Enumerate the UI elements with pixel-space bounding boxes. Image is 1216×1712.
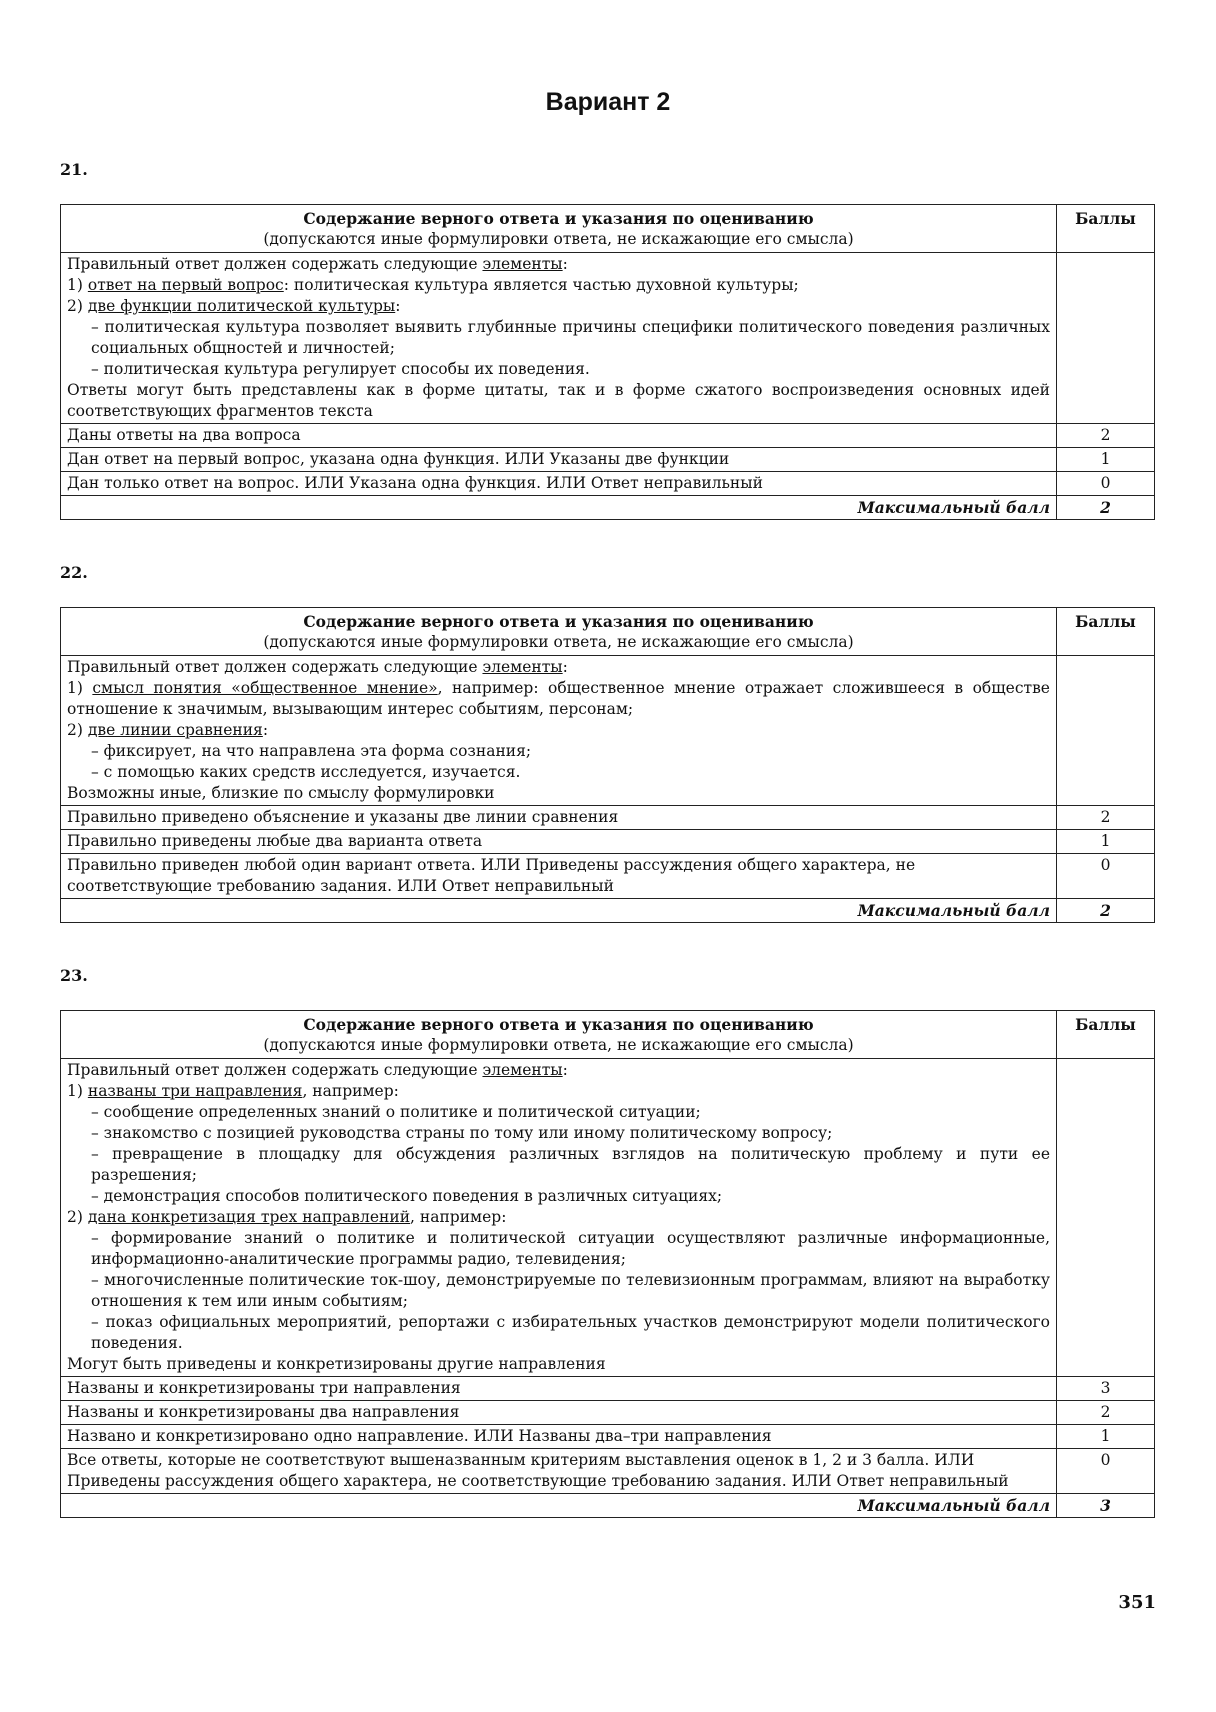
question-number-22: 22. — [60, 563, 88, 582]
content-header-subtitle: (допускаются иные формулировки ответа, не искажающие его смысла) — [263, 633, 854, 651]
list-item: – фиксирует, на что направлена эта форма сознания; — [91, 742, 532, 760]
content-header-subtitle: (допускаются иные формулировки ответа, не искажающие его смысла) — [263, 1036, 854, 1054]
max-score-label: Максимальный балл — [61, 1494, 1057, 1518]
table-row — [61, 1449, 1155, 1494]
grading-table-21 — [60, 204, 1155, 520]
max-score-label: Максимальный балл — [61, 899, 1057, 923]
element-1-heading: ответ на первый вопрос — [87, 276, 284, 294]
element-2-heading: дана конкретизация трех направлений — [87, 1208, 411, 1226]
score-header: Баллы — [1057, 205, 1155, 253]
criterion-score: 2 — [1057, 1401, 1155, 1425]
criterion-text: Названы и конкретизированы три направления — [61, 1377, 1057, 1401]
score-header: Баллы — [1057, 1011, 1155, 1059]
content-header — [61, 608, 1057, 656]
criterion-text: Названо и конкретизировано одно направление. ИЛИ Названы два–три направления — [61, 1425, 1057, 1449]
list-item: – сообщение определенных знаний о политике и политической ситуации; — [91, 1103, 701, 1121]
grading-table-23 — [60, 1010, 1155, 1518]
criterion-text: Правильно приведено объяснение и указаны две линии сравнения — [61, 806, 1057, 830]
list-item: – с помощью каких средств исследуется, изучается. — [91, 763, 521, 781]
answer-note: Возможны иные, близкие по смыслу формулировки — [67, 784, 495, 802]
criterion-score: 0 — [1057, 472, 1155, 496]
content-header — [61, 1011, 1057, 1059]
elements-word: элементы — [482, 255, 563, 273]
page-title: Вариант 2 — [545, 88, 671, 116]
element-1-heading: названы три направления — [87, 1082, 303, 1100]
criterion-score: 3 — [1057, 1377, 1155, 1401]
empty-score-cell — [1057, 656, 1155, 806]
answer-note: Могут быть приведены и конкретизированы другие направления — [67, 1355, 606, 1373]
answer-content: Правильный ответ должен содержать следующие элементы: 1) ответ на первый вопрос: политическая культура является частью духовной культуры; 2) две функции политической культуры: – политическая культура позволяет выявить глубинные причины специфики политического поведения различных социальных общностей и личностей; – политическая культура регулирует способы их поведения. Ответы могут быть представлены как в форме цитаты, так и в форме сжатого воспроизведения основных идей соответствующих фрагментов текста — [61, 253, 1057, 424]
content-header-title: Содержание верного ответа и указания по оцениванию — [303, 209, 814, 228]
element-2-heading: две линии сравнения — [87, 721, 263, 739]
list-item: – формирование знаний о политике и политической ситуации осуществляют различные информационные, информационно-аналитические программы радио, телевидения; — [91, 1229, 1050, 1268]
criterion-text: Даны ответы на два вопроса — [61, 424, 1057, 448]
criterion-text: Дан только ответ на вопрос. ИЛИ Указана одна функция. ИЛИ Ответ неправильный — [61, 472, 1057, 496]
criterion-score: 1 — [1057, 830, 1155, 854]
table-row — [61, 424, 1155, 448]
table-row — [61, 806, 1155, 830]
criterion-text: Дан ответ на первый вопрос, указана одна функция. ИЛИ Указаны две функции — [61, 448, 1057, 472]
table-row — [61, 1377, 1155, 1401]
answer-content: Правильный ответ должен содержать следующие элементы: 1) названы три направления, например: – сообщение определенных знаний о политике и политической ситуации; – знакомство с позицией руководства страны по тому или иному политическому вопросу; – превращение в площадку для обсуждения различных взглядов на политическую проблему и пути ее разрешения; – демонстрация способов политического поведения в различных ситуациях; 2) дана конкретизация трех направлений, например: – формирование знаний о политике и политической ситуации осуществляют различные информационные, информационно-аналитические программы радио, телевидения; – многочисленные политические ток-шоу, демонстрируемые по телевизионным программам, влияют на выработку отношения к тем или иным событиям; – показ официальных мероприятий, репортажи с избирательных участков демонстрируют модели политического поведения. Могут быть приведены и конкретизированы другие направления — [61, 1059, 1057, 1377]
max-score-row — [61, 1494, 1155, 1518]
answer-note: Ответы могут быть представлены как в форме цитаты, так и в форме сжатого воспроизведения основных идей соответствующих фрагментов текста — [67, 381, 1050, 420]
criterion-text: Названы и конкретизированы два направления — [61, 1401, 1057, 1425]
max-score-value: 2 — [1057, 899, 1155, 923]
empty-score-cell — [1057, 253, 1155, 424]
criterion-score: 2 — [1057, 424, 1155, 448]
answer-content: Правильный ответ должен содержать следующие элементы: 1) смысл понятия «общественное мнение», например: общественное мнение отражает сложившееся в обществе отношение к значимым, вызывающим интерес событиям, персонам; 2) две линии сравнения: – фиксирует, на что направлена эта форма сознания; – с помощью каких средств исследуется, изучается. Возможны иные, близкие по смыслу формулировки — [61, 656, 1057, 806]
list-item: – демонстрация способов политического поведения в различных ситуациях; — [91, 1187, 723, 1205]
element-2-heading: две функции политической культуры — [87, 297, 396, 315]
max-score-value: 3 — [1057, 1494, 1155, 1518]
criterion-score: 2 — [1057, 806, 1155, 830]
score-header: Баллы — [1057, 608, 1155, 656]
max-score-value: 2 — [1057, 496, 1155, 520]
question-number-21: 21. — [60, 160, 88, 179]
max-score-row — [61, 899, 1155, 923]
content-header-title: Содержание верного ответа и указания по оцениванию — [303, 1015, 814, 1034]
table-row — [61, 472, 1155, 496]
criterion-text: Все ответы, которые не соответствуют вышеназванным критериям выставления оценок в 1, 2 и 3 балла. ИЛИ Приведены рассуждения общего характера, не соответствующие требованию задания. ИЛИ Ответ неправильный — [61, 1449, 1057, 1494]
content-header-subtitle: (допускаются иные формулировки ответа, не искажающие его смысла) — [263, 230, 854, 248]
list-item: – политическая культура регулирует способы их поведения. — [91, 360, 590, 378]
criterion-score: 0 — [1057, 1449, 1155, 1494]
list-item: – знакомство с позицией руководства страны по тому или иному политическому вопросу; — [91, 1124, 833, 1142]
list-item: – многочисленные политические ток-шоу, демонстрируемые по телевизионным программам, влияют на выработку отношения к тем или иным событиям; — [91, 1271, 1050, 1310]
table-row — [61, 854, 1155, 899]
grading-table-22 — [60, 607, 1155, 923]
criterion-score: 1 — [1057, 1425, 1155, 1449]
max-score-row — [61, 496, 1155, 520]
criterion-text: Правильно приведены любые два варианта ответа — [61, 830, 1057, 854]
elements-word: элементы — [482, 1061, 563, 1079]
table-row — [61, 448, 1155, 472]
question-number-23: 23. — [60, 966, 88, 985]
elements-word: элементы — [482, 658, 563, 676]
list-item: – показ официальных мероприятий, репортажи с избирательных участков демонстрируют модели политического поведения. — [91, 1313, 1050, 1352]
content-header-title: Содержание верного ответа и указания по оцениванию — [303, 612, 814, 631]
content-header — [61, 205, 1057, 253]
element-1-heading: смысл понятия «общественное мнение» — [92, 679, 438, 697]
criterion-score: 0 — [1057, 854, 1155, 899]
criterion-text: Правильно приведен любой один вариант ответа. ИЛИ Приведены рассуждения общего характера, не соответствующие требованию задания. ИЛИ Ответ неправильный — [61, 854, 1057, 899]
list-item: – превращение в площадку для обсуждения различных взглядов на политическую проблему и пути ее разрешения; — [91, 1145, 1050, 1184]
empty-score-cell — [1057, 1059, 1155, 1377]
table-row — [61, 1425, 1155, 1449]
table-row — [61, 1401, 1155, 1425]
criterion-score: 1 — [1057, 448, 1155, 472]
list-item: – политическая культура позволяет выявить глубинные причины специфики политического поведения различных социальных общностей и личностей; — [91, 318, 1050, 357]
table-row — [61, 830, 1155, 854]
page-number: 351 — [1118, 1592, 1156, 1613]
max-score-label: Максимальный балл — [61, 496, 1057, 520]
